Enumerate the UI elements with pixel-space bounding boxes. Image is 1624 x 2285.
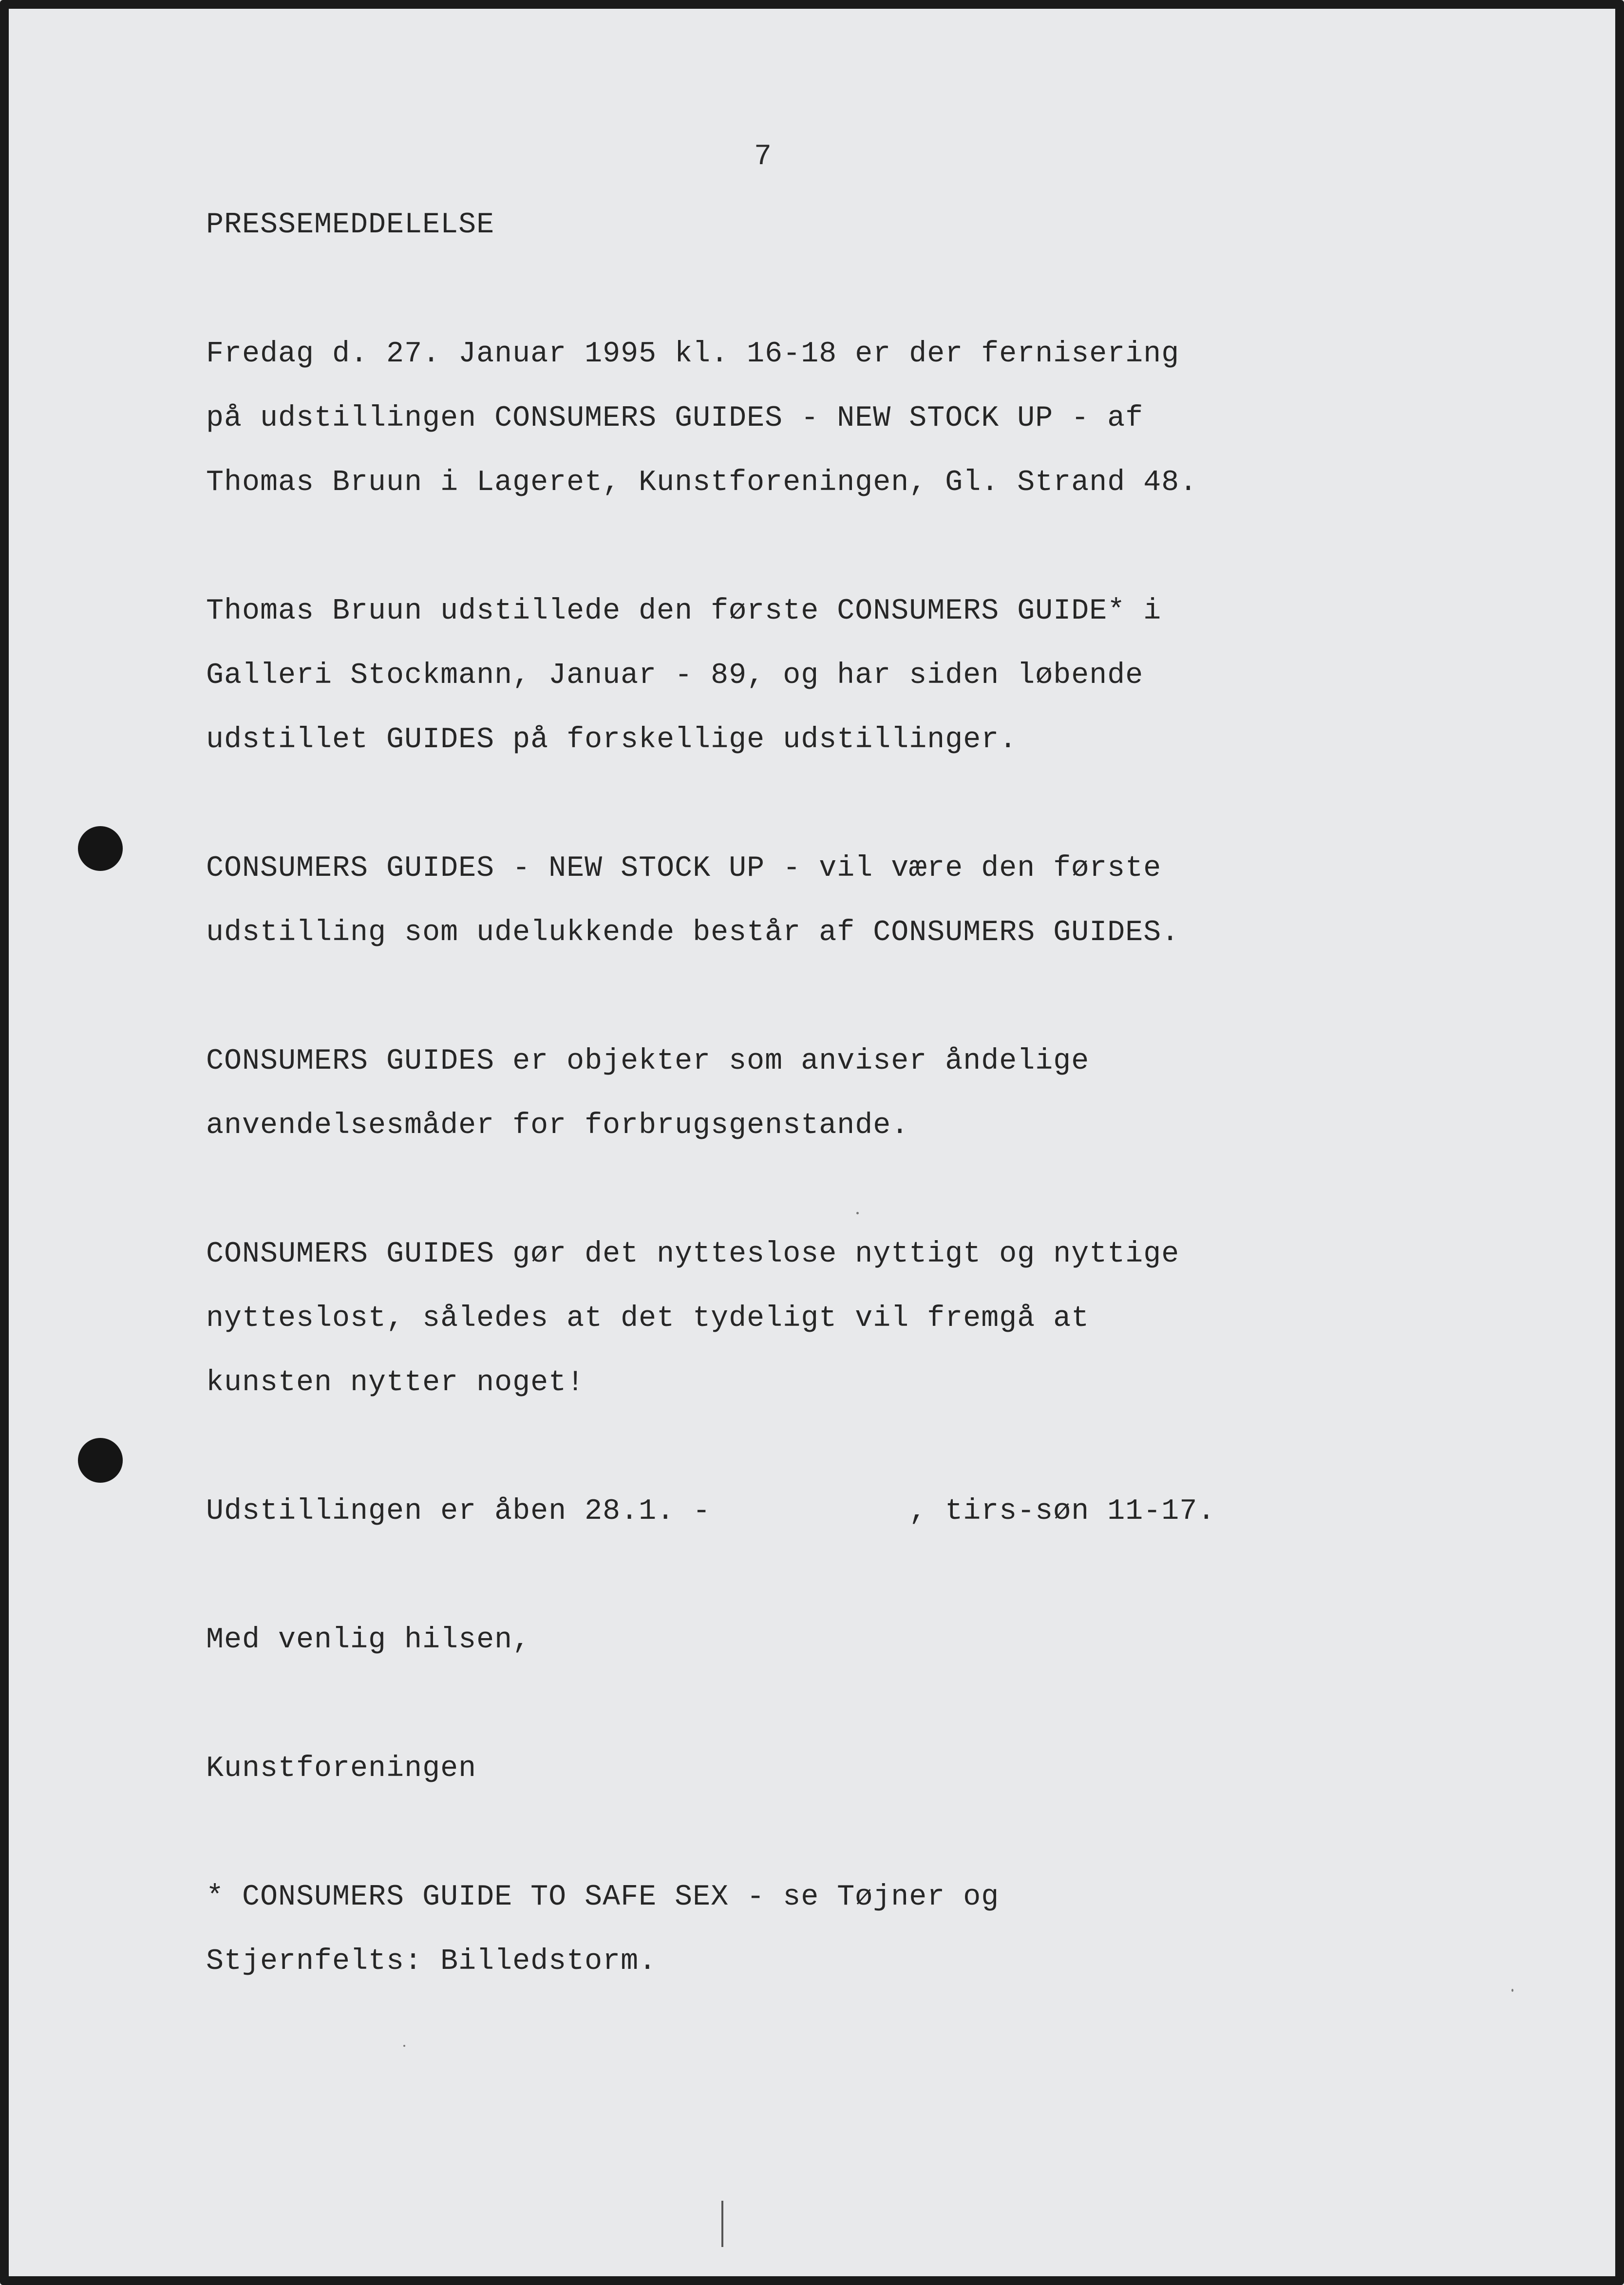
paragraph-2-line-2: Galleri Stockmann, Januar - 89, og har siden løbende <box>206 659 1144 692</box>
paragraph-3-line-1: CONSUMERS GUIDES - NEW STOCK UP - vil være den første <box>206 852 1162 885</box>
opening-hours-line: Udstillingen er åben 28.1. - , tirs-søn 11-17. <box>206 1495 1216 1528</box>
page-number: 7 <box>754 140 772 173</box>
signature-line: Kunstforeningen <box>206 1752 477 1785</box>
punch-hole-upper <box>78 826 123 871</box>
greeting-line: Med venlig hilsen, <box>206 1624 531 1657</box>
heading: PRESSEMEDDELELSE <box>206 208 495 242</box>
paragraph-5-line-3: kunsten nytter noget! <box>206 1366 585 1399</box>
paper-mark <box>721 2201 723 2247</box>
paragraph-1-line-3: Thomas Bruun i Lageret, Kunstforeningen, Gl. Strand 48. <box>206 466 1198 499</box>
footnote-line-2: Stjernfelts: Billedstorm. <box>206 1945 657 1978</box>
paragraph-1-line-1: Fredag d. 27. Januar 1995 kl. 16-18 er der fernisering <box>206 338 1180 371</box>
paragraph-3-line-2: udstilling som udelukkende består af CONSUMERS GUIDES. <box>206 916 1180 949</box>
paper-speck <box>1511 1989 1513 1992</box>
paragraph-5-line-1: CONSUMERS GUIDES gør det nytteslose nyttigt og nyttige <box>206 1238 1180 1271</box>
paper-speck <box>403 2045 405 2047</box>
paper-speck <box>856 1212 859 1214</box>
paragraph-1-line-2: på udstillingen CONSUMERS GUIDES - NEW STOCK UP - af <box>206 402 1144 435</box>
paragraph-4-line-1: CONSUMERS GUIDES er objekter som anviser åndelige <box>206 1045 1090 1078</box>
paragraph-2-line-3: udstillet GUIDES på forskellige udstillinger. <box>206 723 1018 756</box>
punch-hole-lower <box>78 1438 123 1483</box>
paragraph-5-line-2: nytteslost, således at det tydeligt vil fremgå at <box>206 1302 1090 1335</box>
footnote-line-1: * CONSUMERS GUIDE TO SAFE SEX - se Tøjner og <box>206 1881 1000 1914</box>
paragraph-4-line-2: anvendelsesmåder for forbrugsgenstande. <box>206 1109 909 1142</box>
paragraph-2-line-1: Thomas Bruun udstillede den første CONSUMERS GUIDE* i <box>206 595 1162 628</box>
